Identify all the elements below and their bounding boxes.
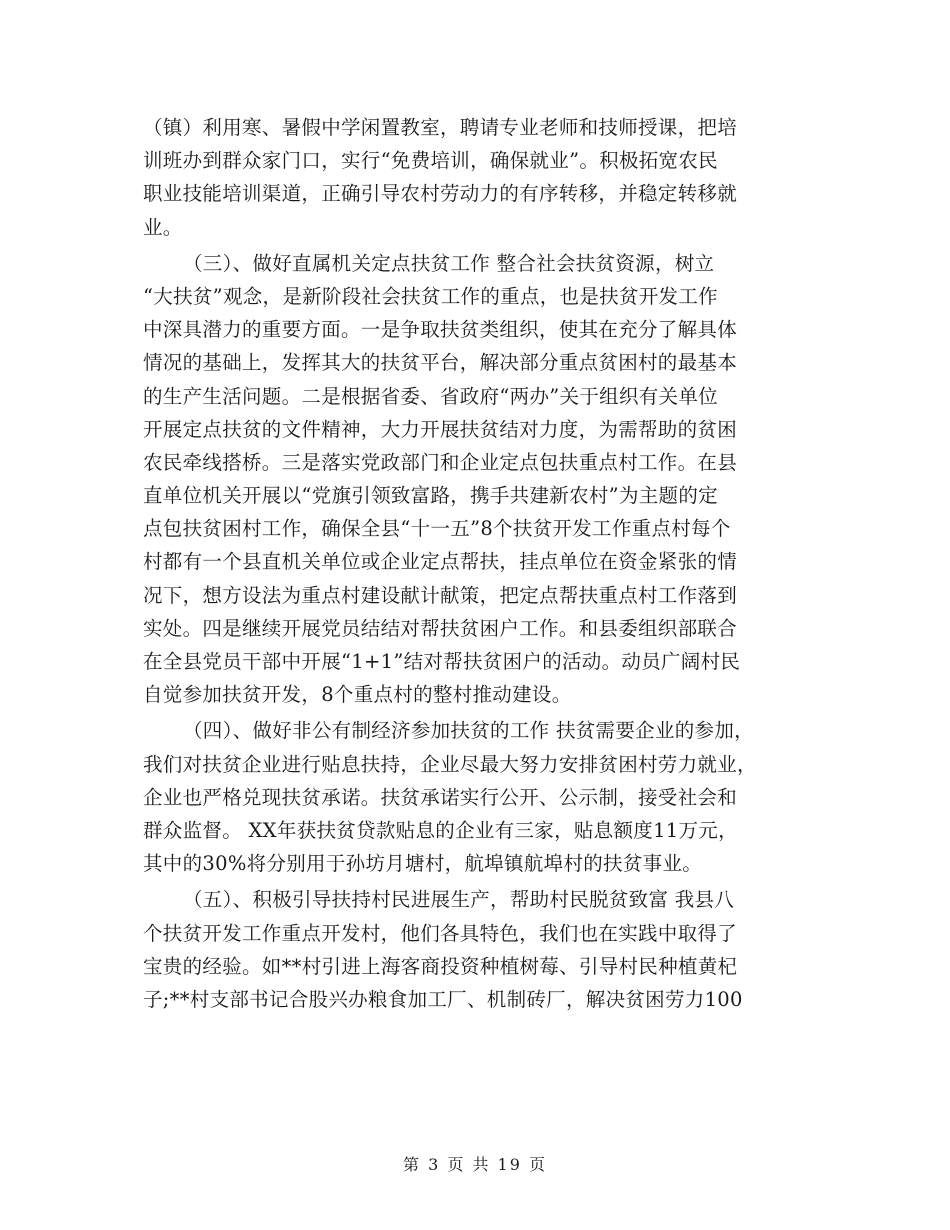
text-line: 企业也严格兑现扶贫承诺。扶贫承诺实行公开、公示制，接受社会和	[143, 785, 738, 809]
document-body	[143, 111, 823, 1016]
text-line: 情况的基础上，发挥其大的扶贫平台，解决部分重点贫困村的最基本	[143, 351, 738, 375]
page-footer: 第 3 页 共 19 页	[403, 1155, 547, 1174]
text-line: （五）、积极引导扶持村民进展生产，帮助村民脱贫致富 我县八	[183, 888, 735, 912]
text-line: 直单位机关开展以“党旗引领致富路，携手共建新农村”为主题的定	[143, 484, 718, 508]
text-line: “大扶贫”观念，是新阶段社会扶贫工作的重点，也是扶贫开发工作	[143, 284, 718, 308]
text-line: 训班办到群众家门口，实行“免费培训，确保就业”。积极拓宽农民	[143, 149, 718, 173]
text-line: 况下，想方设法为重点村建设献计献策，把定点帮扶重点村工作落到	[143, 583, 738, 607]
text-line: 实处。四是继续开展党员结结对帮扶贫困户工作。和县委组织部联合	[143, 616, 738, 640]
text-line: 群众监督。 XX年获扶贫贷款贴息的企业有三家，贴息额度11万元，	[143, 818, 738, 842]
text-line: 村都有一个县直机关单位或企业定点帮扶，挂点单位在资金紧张的情	[143, 550, 738, 574]
text-line: 子;**村支部书记合股兴办粮食加工厂、机制砖厂，解决贫困劳力100	[143, 987, 743, 1011]
text-line: （三）、做好直属机关定点扶贫工作 整合社会扶贫资源，树立	[183, 251, 715, 275]
text-line: 宝贵的经验。如**村引进上海客商投资种植树莓、引导村民种植黄杞	[143, 954, 738, 978]
text-line: 业。	[143, 215, 183, 239]
text-line: 的生产生活问题。二是根据省委、省政府“两办”关于组织有关单位	[143, 384, 718, 408]
text-line: 个扶贫开发工作重点开发村，他们各具特色，我们也在实践中取得了	[143, 921, 738, 945]
text-line: 农民牵线搭桥。三是落实党政部门和企业定点包扶重点村工作。在县	[143, 450, 738, 474]
text-line: （镇）利用寒、暑假中学闲置教室，聘请专业老师和技师授课，把培	[143, 116, 738, 139]
text-line: （四）、做好非公有制经济参加扶贫的工作 扶贫需要企业的参加，	[183, 719, 754, 743]
text-line: 点包扶贫困村工作，确保全县“十一五”8个扶贫开发工作重点村每个	[143, 517, 731, 541]
text-line: 在全县党员干部中开展“1+1”结对帮扶贫困户的活动。动员广阔村民	[143, 650, 741, 673]
text-line: 我们对扶贫企业进行贴息扶持，企业尽最大努力安排贫困村劳力就业，	[143, 752, 757, 776]
text-line: 自觉参加扶贫开发，8个重点村的整村推动建设。	[143, 683, 572, 707]
text-line: 其中的30%将分别用于孙坊月塘村，航埠镇航埠村的扶贫事业。	[143, 852, 703, 876]
text-line: 职业技能培训渠道，正确引导农村劳动力的有序转移，并稳定转移就	[143, 182, 738, 206]
text-line: 中深具潜力的重要方面。一是争取扶贫类组织，使其在充分了解具体	[143, 318, 738, 342]
text-line: 开展定点扶贫的文件精神，大力开展扶贫结对力度，为需帮助的贫困	[143, 417, 738, 441]
